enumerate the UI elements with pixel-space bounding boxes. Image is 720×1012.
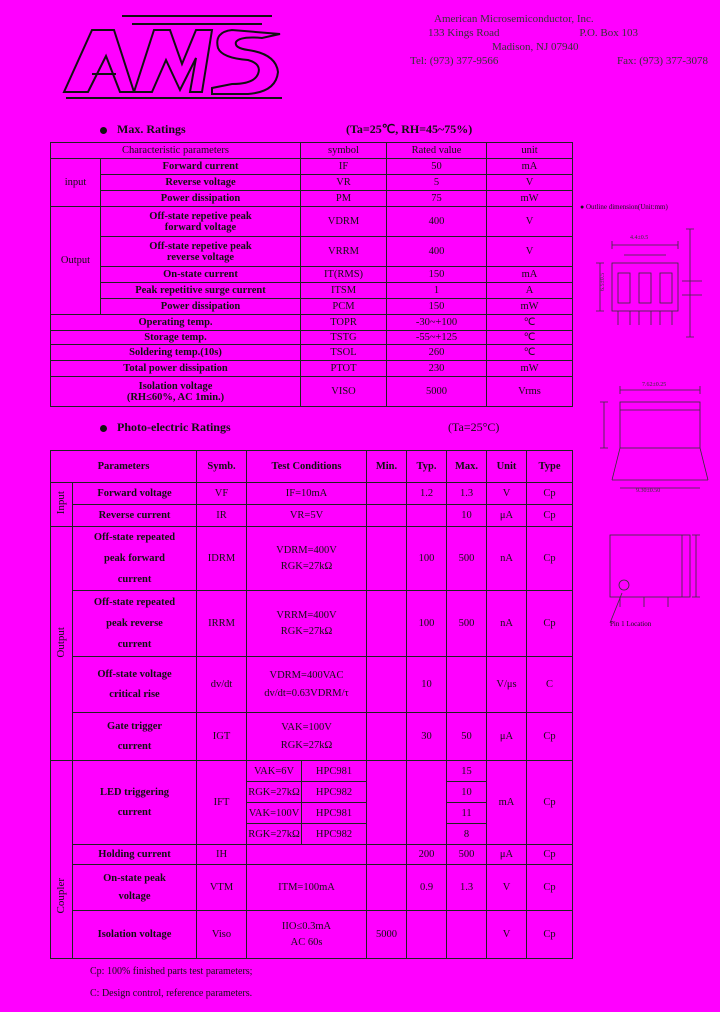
outline-top-view	[590, 225, 715, 355]
table-row: Total power dissipation PTOT 230 mW	[51, 361, 573, 377]
table-row: Power dissipation PCM 150 mW	[51, 299, 573, 315]
table-row: Reverse voltage VR 5 V	[51, 175, 573, 191]
pin-location-label: Pin 1 Location	[610, 620, 652, 628]
photo-ratings-table: Parameters Symb. Test Conditions Min. Typ. Max. Unit Type Input Forward voltage VF IF=10mA 1.2 1.3 V Cp Reverse current IR VR=5V 10 μA Cp Output Off-state repeated peak forward current IDRM VDRM=400V RGK=27kΩ 100 500 nA Cp Off-state repeated peak reverse current IRRM VRRM=400V RGK=27kΩ 100 500 nA Cp Off-state voltage critical rise dv/dt VDRM=400VAC dv/dt=0.63VDRM/τ 10 V/μs C Gate trigger current IGT VAK=100V RGK=27kΩ 30 50 μA Cp Coupler LED triggering current IFT VAK=6V HPC981 15 mA Cp RGK=27kΩ HPC982 10 VAK=100V HPC981 11 RGK=27kΩ HPC982 8 Holding current IH 200 500 μA Cp On-state peak voltage VTM ITM=100mA 0.9 1.3 V Cp Isolation voltage Viso IIO≤0.3mA AC 60s 5000 V Cp	[50, 450, 573, 959]
svg-text:6.5±0.5: 6.5±0.5	[600, 272, 606, 291]
group-output: Output	[51, 207, 101, 315]
svg-text:7.62±0.25: 7.62±0.25	[642, 382, 667, 388]
table-row: Off-state repetive peak reverse voltage VRRM 400 V	[51, 237, 573, 267]
table-row: input Forward current IF 50 mA	[51, 159, 573, 175]
table-row: On-state peak voltage VTM ITM=100mA 0.9 1.3 V Cp	[51, 865, 573, 911]
header-value: Rated value	[387, 143, 487, 159]
header-symbol: symbol	[301, 143, 387, 159]
table-row: Output Off-state repetive peak forward voltage VDRM 400 V	[51, 207, 573, 237]
ams-logo	[62, 12, 284, 102]
photo-ratings-title: Photo-electric Ratings	[100, 420, 231, 435]
outline-bottom-view	[590, 515, 715, 635]
company-city: Madison, NJ 07940	[492, 41, 579, 53]
company-info	[410, 12, 710, 68]
table-row: Coupler LED triggering current IFT VAK=6V HPC981 15 mA Cp	[51, 761, 573, 782]
group-input: input	[51, 159, 101, 207]
table-row: Power dissipation PM 75 mW	[51, 191, 573, 207]
table-row: Off-state voltage critical rise dv/dt VDRM=400VAC dv/dt=0.63VDRM/τ 10 V/μs C	[51, 657, 573, 713]
company-po-box: P.O. Box 103	[579, 27, 638, 39]
company-address: 133 Kings Road	[428, 27, 500, 39]
table-row: On-state current IT(RMS) 150 mA	[51, 267, 573, 283]
max-ratings-conditions: (Ta=25℃, RH=45~75%)	[346, 122, 473, 136]
bullet-icon	[100, 425, 107, 432]
table-row: Off-state repeated peak reverse current IRRM VRRM=400V RGK=27kΩ 100 500 nA Cp	[51, 591, 573, 657]
table-row: VAK=100V HPC981 11	[51, 803, 573, 824]
company-fax: Fax: (973) 377-3078	[616, 55, 708, 67]
note-cp: Cp: 100% finished parts test parameters;	[90, 966, 253, 977]
table-row: Peak repetitive surge current ITSM 1 A	[51, 283, 573, 299]
table-row: Operating temp. TOPR -30~+100 ℃	[51, 315, 573, 331]
outline-title: ● Outline dimension(Unit:mm)	[580, 203, 668, 211]
group-output: Output	[55, 626, 67, 658]
max-ratings-title: Max. Ratings	[100, 122, 186, 137]
bullet-icon	[100, 127, 107, 134]
header-unit: unit	[487, 143, 573, 159]
outline-side-view	[590, 380, 715, 510]
table-row: Soldering temp.(10s) TSOL 260 ℃	[51, 345, 573, 361]
table-row: Reverse current IR VR=5V 10 μA Cp	[51, 505, 573, 527]
note-c: C: Design control, reference parameters.	[90, 988, 253, 999]
table-row: Isolation voltage (RH≤60%, AC 1min.) VISO 5000 Vrms	[51, 377, 573, 407]
company-tel: Tel: (973) 377-9566	[410, 55, 499, 67]
company-name: American Microsemiconductor, Inc.	[434, 13, 594, 25]
table-row: Input Forward voltage VF IF=10mA 1.2 1.3 V Cp	[51, 483, 573, 505]
group-coupler: Coupler	[55, 878, 67, 914]
bullet-icon: ●	[580, 203, 586, 211]
svg-text:4.4±0.5: 4.4±0.5	[630, 235, 649, 241]
max-ratings-table	[50, 142, 573, 407]
table-row: Output Off-state repeated peak forward current IDRM VDRM=400V RGK=27kΩ 100 500 nA Cp	[51, 527, 573, 591]
table-row: RGK=27kΩ HPC982 10	[51, 782, 573, 803]
table-row: Gate trigger current IGT VAK=100V RGK=27kΩ 30 50 μA Cp	[51, 713, 573, 761]
table-row: Holding current IH 200 500 μA Cp	[51, 845, 573, 865]
svg-text:9.30±0.50: 9.30±0.50	[636, 488, 661, 494]
group-input: Input	[55, 491, 67, 515]
photo-ratings-conditions: (Ta=25°C)	[448, 420, 500, 434]
header-parameter: Characteristic parameters	[51, 143, 301, 159]
table-row: Isolation voltage Viso IIO≤0.3mA AC 60s 5000 V Cp	[51, 911, 573, 959]
table-row: Storage temp. TSTG -55~+125 ℃	[51, 331, 573, 345]
table-row: RGK=27kΩ HPC982 8	[51, 824, 573, 845]
